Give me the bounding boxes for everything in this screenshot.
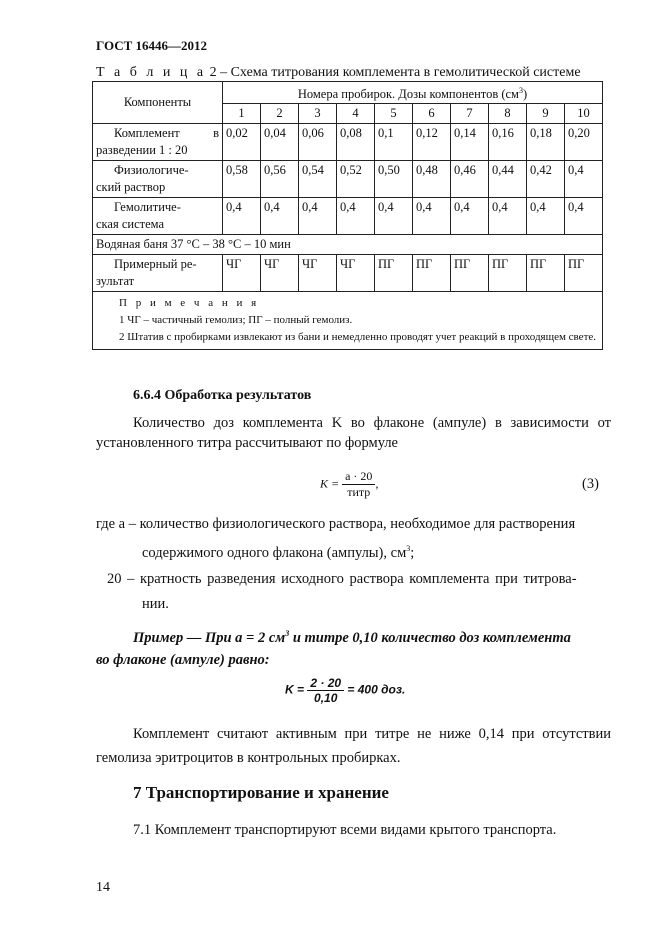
table-cell: ПГ: [527, 255, 565, 292]
row-label: [93, 255, 223, 292]
table-cell: 0,4: [223, 198, 261, 235]
table-cell: 0,08: [337, 124, 375, 161]
table-cell: 0,1: [375, 124, 413, 161]
table-cell: 0,4: [337, 198, 375, 235]
titration-table: [92, 81, 603, 350]
table-cell: ПГ: [375, 255, 413, 292]
table-cell: ПГ: [489, 255, 527, 292]
note-2: 2 Штатив с пробирками извлекают из бани и немедленно проводят учет реакций в проходящем свете.: [119, 331, 597, 344]
table-cell: ЧГ: [299, 255, 337, 292]
row-label-line1: Комплемент в: [114, 126, 219, 141]
tube-number: 3: [299, 104, 337, 124]
table-cell: 0,46: [451, 161, 489, 198]
table-cell: ЧГ: [261, 255, 299, 292]
table-cell: 0,02: [223, 124, 261, 161]
formula-number: (3): [582, 476, 599, 492]
table-row: [93, 198, 603, 235]
document-header: ГОСТ 16446—2012: [96, 38, 208, 53]
tube-number: 8: [489, 104, 527, 124]
example-formula-numerator: 2 · 20: [307, 676, 344, 691]
row-label-line2: ский раствор: [96, 180, 166, 195]
table-cell: 0,4: [565, 198, 603, 235]
table-cell: 0,12: [413, 124, 451, 161]
table-caption-text: 2 – Схема титрования комплемента в гемолитической системе: [206, 65, 581, 80]
table-cell: ПГ: [413, 255, 451, 292]
table-cell: 0,14: [451, 124, 489, 161]
table-cell: 0,4: [261, 198, 299, 235]
table-cell: 0,20: [565, 124, 603, 161]
table-cell: 0,04: [261, 124, 299, 161]
table-caption: [96, 65, 581, 81]
table-cell: 0,18: [527, 124, 565, 161]
example-formula-result: = 400 доз.: [347, 682, 406, 697]
table-row: [93, 161, 603, 198]
header-group: Номера пробирок. Дозы компонентов $(см^3)$: [223, 82, 603, 104]
table-cell: 0,06: [299, 124, 337, 161]
tube-number: 7: [451, 104, 489, 124]
table-cell: 0,4: [375, 198, 413, 235]
table-cell: 0,44: [489, 161, 527, 198]
table-cell: 0,54: [299, 161, 337, 198]
where-a-line1: где a – количество физиологического раствора, необходимое для растворения: [96, 516, 576, 532]
table-cell: 0,4: [527, 198, 565, 235]
paragraph-activity: Комплемент считают активным при титре не ниже 0,14 при отсутствии гемолиза эритроцитов в контрольных пробирках.: [96, 726, 611, 766]
tube-number: 4: [337, 104, 375, 124]
tube-number: 6: [413, 104, 451, 124]
table-cell: 0,56: [261, 161, 299, 198]
tube-number: 5: [375, 104, 413, 124]
example-formula-lhs: K =: [285, 682, 305, 697]
tube-number: 10: [565, 104, 603, 124]
row-label-line2: ская система: [96, 217, 165, 232]
table-cell: 0,58: [223, 161, 261, 198]
formula-numerator: a · 20: [342, 469, 375, 485]
row-label-line1: Примерный ре-: [114, 257, 197, 272]
table-cell: 0,4: [413, 198, 451, 235]
table-cell: ПГ: [451, 255, 489, 292]
table-cell: 0,48: [413, 161, 451, 198]
example-formula-denominator: 0,10: [314, 691, 338, 705]
where-20-line1: 20 – кратность разведения исходного раствора комплемента при титрова-: [107, 571, 577, 587]
table-row: [93, 124, 603, 161]
formula-3: [320, 469, 378, 500]
paragraph-7-1: 7.1 Комплемент транспортируют всеми видами крытого транспорта.: [133, 822, 557, 838]
page-number: 14: [96, 880, 110, 895]
example-formula-fraction: [307, 676, 344, 705]
water-bath-cell: Водяная баня 37 °С – 38 °С – 10 мин: [93, 235, 603, 255]
example-line1: Пример — При а = 2 $см^3$ и титре 0,10 количество доз комплемента: [133, 629, 571, 646]
table-cell: ПГ: [565, 255, 603, 292]
table-cell: 0,4: [565, 161, 603, 198]
section-title-664: 6.6.4 Обработка результатов: [133, 388, 312, 403]
note-1: 1 ЧГ – частичный гемолиз; ПГ – полный гемолиз.: [119, 314, 353, 327]
table-cell: 0,50: [375, 161, 413, 198]
table-caption-label: Т а б л и ц а: [96, 65, 207, 80]
formula-denominator: титр: [347, 485, 371, 499]
table-cell: ЧГ: [223, 255, 261, 292]
table-row-result: [93, 255, 603, 292]
table-cell: 0,16: [489, 124, 527, 161]
paragraph-formula-intro: Количество доз комплемента K во флаконе (ампуле) в зависимости от установленного титра рассчитывают по формуле: [96, 415, 611, 451]
table-cell: 0,4: [489, 198, 527, 235]
example-line2: во флаконе (ампуле) равно:: [96, 652, 270, 668]
formula-lhs: K =: [320, 476, 340, 491]
notes-cell: [93, 292, 603, 350]
table-cell: ЧГ: [337, 255, 375, 292]
table-cell: 0,52: [337, 161, 375, 198]
header-components: Компоненты: [93, 82, 223, 124]
where-a-line2: содержимого одного флакона (ампулы), $см^3$;: [142, 544, 415, 561]
row-label-line2: зультат: [96, 274, 135, 289]
tube-number: 1: [223, 104, 261, 124]
notes-title: П р и м е ч а н и я: [119, 297, 260, 310]
table-cell: 0,4: [451, 198, 489, 235]
table-header-row: [93, 82, 603, 104]
where-20-line2: нии.: [142, 596, 169, 612]
row-label: [93, 198, 223, 235]
formula-tail: ,: [375, 476, 379, 491]
formula-fraction: [342, 469, 375, 500]
table-row-notes: [93, 292, 603, 350]
table-row-water-bath: [93, 235, 603, 255]
row-label-line1: Гемолитиче-: [114, 200, 181, 215]
tube-number: 9: [527, 104, 565, 124]
section-title-7: 7 Транспортирование и хранение: [133, 783, 389, 802]
row-label: [93, 124, 223, 161]
table-cell: 0,42: [527, 161, 565, 198]
row-label: [93, 161, 223, 198]
tube-number: 2: [261, 104, 299, 124]
row-label-line1: Физиологиче-: [114, 163, 189, 178]
table-cell: 0,4: [299, 198, 337, 235]
row-label-line2: разведении 1 : 20: [96, 143, 188, 158]
formula-example: [285, 676, 405, 705]
